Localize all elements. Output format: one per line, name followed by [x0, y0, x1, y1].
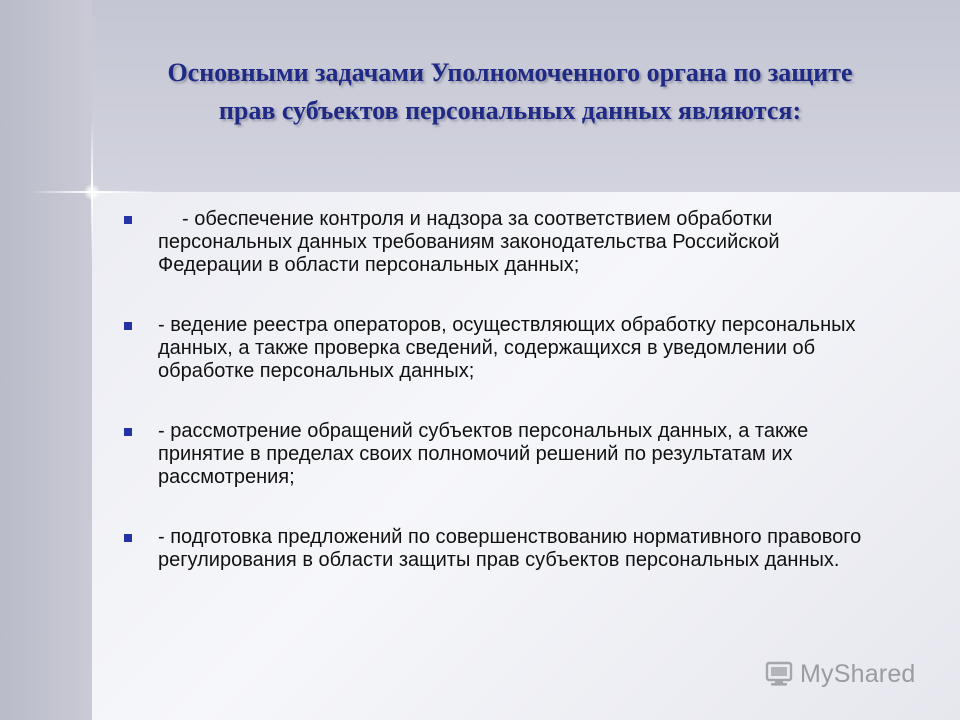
bullet-item [120, 208, 880, 277]
square-bullet-icon [124, 534, 132, 542]
bullet-text: - обеспечение контроля и надзора за соответствием обработки персональных данных требованиям законодательства Российской Федерации в области персональных данных; [158, 208, 780, 276]
bullet-item [120, 420, 880, 489]
bullet-text: - ведение реестра операторов, осуществляющих обработку персональных данных, а также проверка сведений, содержащихся в уведомлении об обработке персональных данных; [158, 314, 856, 382]
left-decor-band [0, 0, 92, 720]
sparkle-star-icon [84, 184, 100, 200]
bullet-item [120, 314, 880, 383]
bullet-text: - рассмотрение обращений субъектов персональных данных, а также принятие в пределах своих полномочий решений по результатам их рассмотрения; [158, 420, 809, 488]
square-bullet-icon [124, 322, 132, 330]
myshared-logo-icon [764, 659, 794, 689]
square-bullet-icon [124, 216, 132, 224]
myshared-watermark [764, 656, 916, 692]
bullet-text: - подготовка предложений по совершенствованию нормативного правового регулирования в области защиты прав субъектов персональных данных. [158, 526, 862, 571]
watermark-text: MyShared [800, 659, 916, 688]
slide-title: Основными задачами Уполномоченного органа по защите прав субъектов персональных данных являются: [167, 58, 853, 125]
bullet-item [120, 526, 880, 572]
square-bullet-icon [124, 428, 132, 436]
bullet-list [120, 208, 880, 572]
